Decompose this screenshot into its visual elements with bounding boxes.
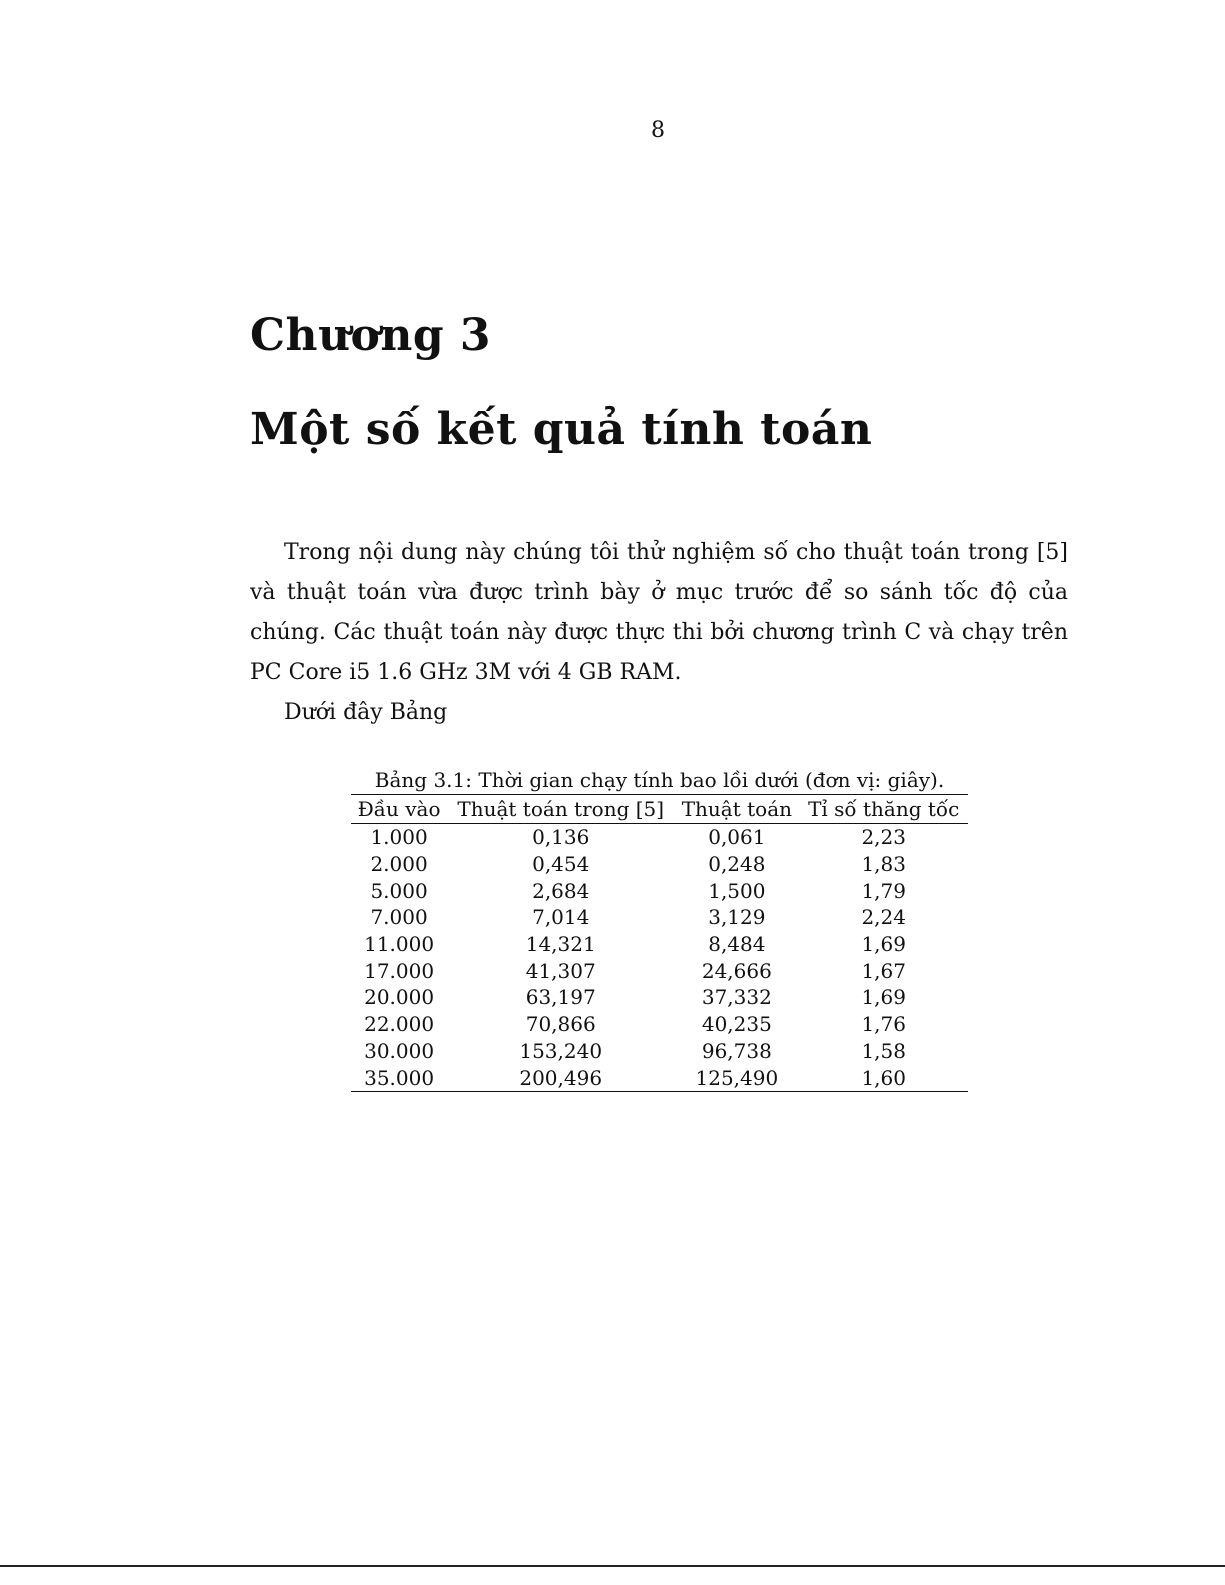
cell-speedup: 2,23 [861,825,906,850]
table-caption: Bảng 3.1: Thời gian chạy tính bao lồi dưới (đơn vị: giây). [374,768,945,792]
table-row [351,1011,968,1038]
table-row [351,931,968,958]
cell-input: 5.000 [370,878,428,903]
cell-algorithm: 1,500 [708,878,766,903]
cell-algorithm: 0,248 [708,852,766,877]
cell-algorithm: 3,129 [708,905,766,930]
header-algorithm-5: Thuật toán trong [5] [447,795,674,824]
cell-algorithm: 125,490 [695,1065,779,1090]
cell-input: 7.000 [370,905,428,930]
cell-algorithm: 37,332 [701,985,772,1010]
bottom-border [0,1565,1225,1567]
cell-input: 2.000 [370,852,428,877]
cell-algorithm: 96,738 [701,1038,772,1063]
cell-speedup: 1,58 [861,1038,906,1063]
results-table-block [351,766,968,1092]
cell-algorithm-5: 7,014 [532,905,590,930]
body-text [250,533,1068,733]
paragraph-table-ref: Dưới đây Bảng [284,700,448,725]
cell-algorithm: 0,061 [708,825,766,850]
cell-speedup: 1,69 [861,985,906,1010]
table-row [351,984,968,1011]
cell-speedup: 1,67 [861,958,906,983]
cell-input: 30.000 [364,1038,435,1063]
cell-algorithm: 40,235 [701,1012,772,1037]
cell-algorithm: 8,484 [708,932,766,957]
cell-algorithm-5: 41,307 [525,958,596,983]
cell-algorithm-5: 0,454 [532,852,590,877]
cell-algorithm-5: 2,684 [532,878,590,903]
cell-input: 22.000 [364,1012,435,1037]
cell-input: 20.000 [364,985,435,1010]
header-speedup: Tỉ số thăng tốc [799,795,968,824]
chapter-label: Chương 3 [250,310,492,361]
header-algorithm: Thuật toán [674,795,799,824]
table-row [351,904,968,931]
cell-algorithm-5: 63,197 [525,985,596,1010]
cell-algorithm-5: 14,321 [525,932,596,957]
cell-speedup: 1,83 [861,852,906,877]
cell-algorithm-5: 0,136 [532,825,590,850]
table-row [351,957,968,984]
page-number: 8 [651,118,665,143]
table-header-row [351,795,968,824]
chapter-title: Một số kết quả tính toán [250,404,873,455]
results-table [351,794,968,1092]
cell-algorithm: 24,666 [701,958,772,983]
cell-speedup: 1,69 [861,932,906,957]
cell-algorithm-5: 70,866 [525,1012,596,1037]
table-row [351,877,968,904]
cell-input: 11.000 [364,932,435,957]
table-row [351,1038,968,1065]
cell-speedup: 1,60 [861,1065,906,1090]
cell-speedup: 1,79 [861,878,906,903]
cell-speedup: 2,24 [861,905,906,930]
cell-input: 1.000 [370,825,428,850]
table-row [351,1064,968,1091]
cell-input: 17.000 [364,958,435,983]
table-body [351,824,968,1092]
cell-speedup: 1,76 [861,1012,906,1037]
paragraph-intro: Trong nội dung này chúng tôi thử nghiệm số cho thuật toán trong [5] và thuật toán vừa được trình bày ở mục trước để so sánh tốc độ của chúng. Các thuật toán này được thực thi bởi chương trình C và chạy trên PC Core i5 1.6 GHz 3M với 4 GB RAM. [250,540,1068,685]
table-row [351,824,968,851]
cell-algorithm-5: 153,240 [519,1038,603,1063]
table-row [351,851,968,878]
cell-algorithm-5: 200,496 [519,1065,603,1090]
cell-input: 35.000 [364,1065,435,1090]
header-input: Đầu vào [351,795,447,824]
